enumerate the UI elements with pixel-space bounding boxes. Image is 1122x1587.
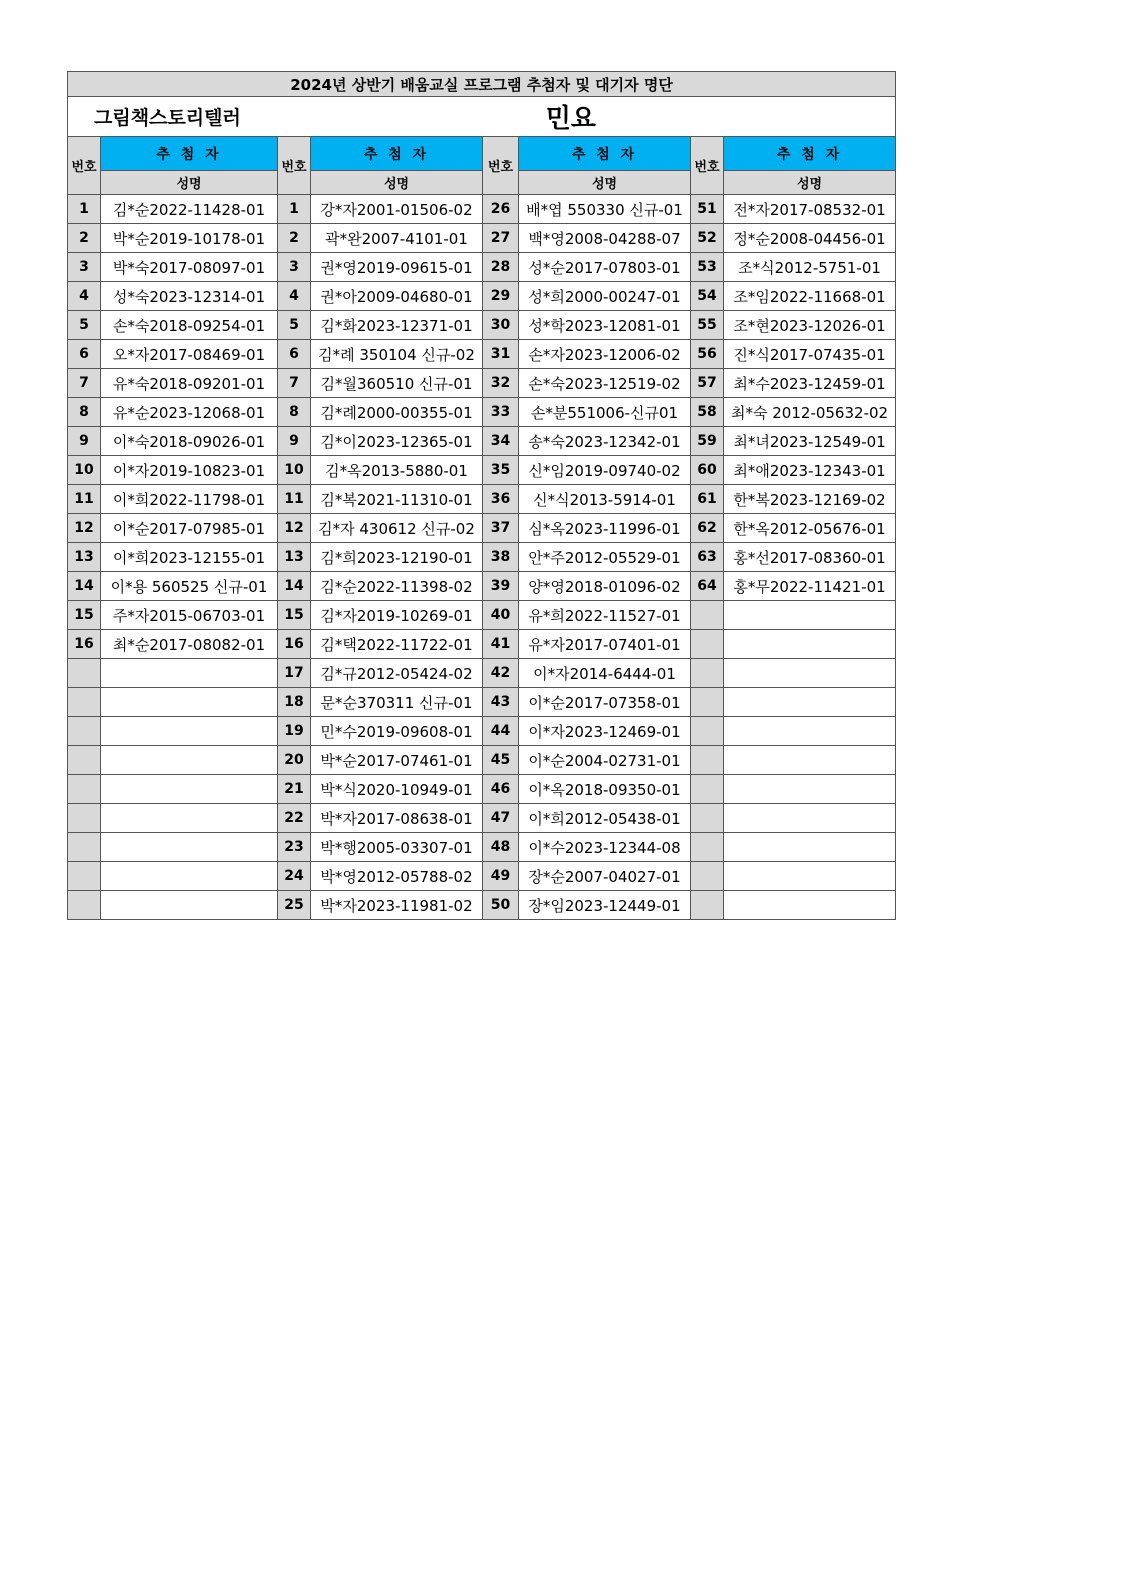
table-row <box>68 282 896 311</box>
person-entry: 김*복2021-11310-01 <box>311 485 483 514</box>
row-number: 5 <box>68 311 101 340</box>
number-header: 번호 <box>691 137 724 195</box>
person-entry: 이*용 560525 신규-01 <box>101 572 278 601</box>
person-entry: 김*희2023-12190-01 <box>311 543 483 572</box>
row-number: 48 <box>483 833 519 862</box>
row-number: 45 <box>483 746 519 775</box>
row-number: 64 <box>691 572 724 601</box>
person-entry: 이*자2019-10823-01 <box>101 456 278 485</box>
row-number <box>68 659 101 688</box>
person-entry: 최*녀2023-12549-01 <box>724 427 896 456</box>
person-entry <box>101 891 278 920</box>
person-entry: 박*영2012-05788-02 <box>311 862 483 891</box>
person-entry: 안*주2012-05529-01 <box>519 543 691 572</box>
person-entry: 최*애2023-12343-01 <box>724 456 896 485</box>
person-entry: 유*희2022-11527-01 <box>519 601 691 630</box>
table-row <box>68 862 896 891</box>
table-row <box>68 369 896 398</box>
person-entry: 권*아2009-04680-01 <box>311 282 483 311</box>
group-header: 추 첨 자 <box>724 137 896 171</box>
table-row <box>68 775 896 804</box>
row-number: 6 <box>68 340 101 369</box>
person-entry: 김*옥2013-5880-01 <box>311 456 483 485</box>
person-entry: 이*옥2018-09350-01 <box>519 775 691 804</box>
person-entry: 성*희2000-00247-01 <box>519 282 691 311</box>
row-number: 12 <box>68 514 101 543</box>
person-entry: 이*숙2018-09026-01 <box>101 427 278 456</box>
row-number: 62 <box>691 514 724 543</box>
person-entry: 손*숙2018-09254-01 <box>101 311 278 340</box>
table-row <box>68 456 896 485</box>
person-entry: 김*례2000-00355-01 <box>311 398 483 427</box>
row-number: 11 <box>68 485 101 514</box>
row-number <box>691 746 724 775</box>
table-row <box>68 485 896 514</box>
person-entry: 진*식2017-07435-01 <box>724 340 896 369</box>
person-entry: 배*엽 550330 신규-01 <box>519 195 691 224</box>
row-number: 56 <box>691 340 724 369</box>
person-entry <box>101 775 278 804</box>
row-number: 59 <box>691 427 724 456</box>
person-entry: 김*자 430612 신규-02 <box>311 514 483 543</box>
person-entry: 김*례 350104 신규-02 <box>311 340 483 369</box>
row-number <box>691 891 724 920</box>
person-entry: 손*자2023-12006-02 <box>519 340 691 369</box>
person-entry: 이*순2017-07985-01 <box>101 514 278 543</box>
program-name: 민요 <box>311 97 896 137</box>
row-number: 46 <box>483 775 519 804</box>
table-row <box>68 804 896 833</box>
row-number <box>68 862 101 891</box>
row-number: 43 <box>483 688 519 717</box>
person-entry: 곽*완2007-4101-01 <box>311 224 483 253</box>
table-row <box>68 572 896 601</box>
person-entry: 김*자2019-10269-01 <box>311 601 483 630</box>
person-entry: 심*옥2023-11996-01 <box>519 514 691 543</box>
table-row <box>68 253 896 282</box>
row-number <box>68 891 101 920</box>
person-entry: 민*수2019-09608-01 <box>311 717 483 746</box>
table-row <box>68 311 896 340</box>
row-number: 3 <box>278 253 311 282</box>
group-header: 추 첨 자 <box>519 137 691 171</box>
person-entry: 성*학2023-12081-01 <box>519 311 691 340</box>
table-row <box>68 630 896 659</box>
number-header: 번호 <box>278 137 311 195</box>
roster-table <box>67 71 896 920</box>
person-entry <box>724 630 896 659</box>
row-number: 11 <box>278 485 311 514</box>
row-number <box>691 659 724 688</box>
row-number: 3 <box>68 253 101 282</box>
person-entry <box>101 833 278 862</box>
person-entry: 양*영2018-01096-02 <box>519 572 691 601</box>
row-number: 13 <box>68 543 101 572</box>
row-number: 44 <box>483 717 519 746</box>
row-number: 23 <box>278 833 311 862</box>
row-number: 19 <box>278 717 311 746</box>
row-number <box>691 833 724 862</box>
row-number: 9 <box>278 427 311 456</box>
row-number: 30 <box>483 311 519 340</box>
person-entry <box>101 688 278 717</box>
person-entry: 유*순2023-12068-01 <box>101 398 278 427</box>
person-entry <box>101 804 278 833</box>
row-number: 29 <box>483 282 519 311</box>
person-entry <box>101 746 278 775</box>
table-row <box>68 224 896 253</box>
row-number: 51 <box>691 195 724 224</box>
person-entry: 주*자2015-06703-01 <box>101 601 278 630</box>
person-entry: 손*분551006-신규01 <box>519 398 691 427</box>
row-number <box>68 746 101 775</box>
table-row <box>68 659 896 688</box>
row-number: 18 <box>278 688 311 717</box>
person-entry: 손*숙2023-12519-02 <box>519 369 691 398</box>
person-entry: 전*자2017-08532-01 <box>724 195 896 224</box>
row-number: 1 <box>278 195 311 224</box>
name-header: 성명 <box>519 171 691 195</box>
table-row <box>68 601 896 630</box>
person-entry: 최*수2023-12459-01 <box>724 369 896 398</box>
row-number: 10 <box>278 456 311 485</box>
row-number: 32 <box>483 369 519 398</box>
row-number: 4 <box>68 282 101 311</box>
person-entry: 박*숙2017-08097-01 <box>101 253 278 282</box>
person-entry: 박*자2023-11981-02 <box>311 891 483 920</box>
person-entry: 신*임2019-09740-02 <box>519 456 691 485</box>
row-number: 50 <box>483 891 519 920</box>
row-number: 58 <box>691 398 724 427</box>
row-number: 7 <box>278 369 311 398</box>
row-number: 4 <box>278 282 311 311</box>
person-entry: 김*순2022-11428-01 <box>101 195 278 224</box>
person-entry: 정*순2008-04456-01 <box>724 224 896 253</box>
person-entry: 이*희2023-12155-01 <box>101 543 278 572</box>
row-number: 34 <box>483 427 519 456</box>
sheet-title: 2024년 상반기 배움교실 프로그램 추첨자 및 대기자 명단 <box>68 72 896 97</box>
person-entry: 홍*무2022-11421-01 <box>724 572 896 601</box>
row-number: 24 <box>278 862 311 891</box>
person-entry: 오*자2017-08469-01 <box>101 340 278 369</box>
person-entry: 최*숙 2012-05632-02 <box>724 398 896 427</box>
row-number: 39 <box>483 572 519 601</box>
row-number: 33 <box>483 398 519 427</box>
table-row <box>68 688 896 717</box>
person-entry: 김*규2012-05424-02 <box>311 659 483 688</box>
person-entry: 송*숙2023-12342-01 <box>519 427 691 456</box>
person-entry: 성*순2017-07803-01 <box>519 253 691 282</box>
table-row <box>68 195 896 224</box>
table-row <box>68 340 896 369</box>
row-number: 55 <box>691 311 724 340</box>
table-row <box>68 398 896 427</box>
group-header: 추 첨 자 <box>101 137 278 171</box>
table-row <box>68 746 896 775</box>
row-number: 7 <box>68 369 101 398</box>
row-number: 28 <box>483 253 519 282</box>
person-entry: 이*자2023-12469-01 <box>519 717 691 746</box>
row-number: 14 <box>278 572 311 601</box>
row-number: 61 <box>691 485 724 514</box>
row-number: 54 <box>691 282 724 311</box>
person-entry <box>724 862 896 891</box>
name-header: 성명 <box>311 171 483 195</box>
name-header: 성명 <box>724 171 896 195</box>
row-number: 15 <box>278 601 311 630</box>
name-header: 성명 <box>101 171 278 195</box>
person-entry <box>101 862 278 891</box>
row-number <box>691 775 724 804</box>
row-number: 12 <box>278 514 311 543</box>
row-number: 63 <box>691 543 724 572</box>
row-number: 16 <box>278 630 311 659</box>
person-entry: 한*옥2012-05676-01 <box>724 514 896 543</box>
table-row <box>68 514 896 543</box>
row-number: 20 <box>278 746 311 775</box>
row-number <box>691 804 724 833</box>
person-entry: 이*자2014-6444-01 <box>519 659 691 688</box>
row-number: 49 <box>483 862 519 891</box>
row-number: 6 <box>278 340 311 369</box>
row-number: 15 <box>68 601 101 630</box>
row-number: 13 <box>278 543 311 572</box>
row-number: 26 <box>483 195 519 224</box>
person-entry: 권*영2019-09615-01 <box>311 253 483 282</box>
row-number: 8 <box>278 398 311 427</box>
row-number <box>691 717 724 746</box>
person-entry: 장*임2023-12449-01 <box>519 891 691 920</box>
row-number: 16 <box>68 630 101 659</box>
person-entry: 이*희2022-11798-01 <box>101 485 278 514</box>
row-number: 14 <box>68 572 101 601</box>
number-header: 번호 <box>483 137 519 195</box>
row-number <box>68 804 101 833</box>
row-number <box>691 688 724 717</box>
row-number: 40 <box>483 601 519 630</box>
person-entry <box>724 775 896 804</box>
row-number <box>68 717 101 746</box>
row-number <box>68 833 101 862</box>
table-row <box>68 543 896 572</box>
row-number: 1 <box>68 195 101 224</box>
person-entry: 이*희2012-05438-01 <box>519 804 691 833</box>
person-entry: 박*식2020-10949-01 <box>311 775 483 804</box>
person-entry: 신*식2013-5914-01 <box>519 485 691 514</box>
person-entry <box>724 804 896 833</box>
row-number: 35 <box>483 456 519 485</box>
person-entry: 김*화2023-12371-01 <box>311 311 483 340</box>
row-number: 8 <box>68 398 101 427</box>
person-entry: 김*월360510 신규-01 <box>311 369 483 398</box>
table-row <box>68 891 896 920</box>
person-entry: 백*영2008-04288-07 <box>519 224 691 253</box>
row-number: 27 <box>483 224 519 253</box>
person-entry <box>724 891 896 920</box>
person-entry <box>101 659 278 688</box>
person-entry: 장*순2007-04027-01 <box>519 862 691 891</box>
row-number <box>68 775 101 804</box>
person-entry <box>724 717 896 746</box>
person-entry: 박*순2019-10178-01 <box>101 224 278 253</box>
row-number: 10 <box>68 456 101 485</box>
person-entry <box>101 717 278 746</box>
row-number: 47 <box>483 804 519 833</box>
row-number <box>691 630 724 659</box>
row-number: 22 <box>278 804 311 833</box>
person-entry: 이*순2017-07358-01 <box>519 688 691 717</box>
person-entry <box>724 688 896 717</box>
row-number: 2 <box>278 224 311 253</box>
row-number: 31 <box>483 340 519 369</box>
row-number: 21 <box>278 775 311 804</box>
person-entry: 최*순2017-08082-01 <box>101 630 278 659</box>
row-number: 57 <box>691 369 724 398</box>
table-row <box>68 427 896 456</box>
person-entry: 이*수2023-12344-08 <box>519 833 691 862</box>
person-entry: 김*택2022-11722-01 <box>311 630 483 659</box>
person-entry: 문*순370311 신규-01 <box>311 688 483 717</box>
person-entry: 박*순2017-07461-01 <box>311 746 483 775</box>
row-number: 41 <box>483 630 519 659</box>
person-entry: 박*행2005-03307-01 <box>311 833 483 862</box>
row-number: 9 <box>68 427 101 456</box>
person-entry: 성*숙2023-12314-01 <box>101 282 278 311</box>
person-entry: 유*자2017-07401-01 <box>519 630 691 659</box>
person-entry: 김*순2022-11398-02 <box>311 572 483 601</box>
row-number: 17 <box>278 659 311 688</box>
row-number <box>68 688 101 717</box>
row-number: 53 <box>691 253 724 282</box>
person-entry: 한*복2023-12169-02 <box>724 485 896 514</box>
row-number: 60 <box>691 456 724 485</box>
row-number: 52 <box>691 224 724 253</box>
person-entry: 조*임2022-11668-01 <box>724 282 896 311</box>
row-number: 5 <box>278 311 311 340</box>
row-number <box>691 862 724 891</box>
row-number: 2 <box>68 224 101 253</box>
person-entry: 김*이2023-12365-01 <box>311 427 483 456</box>
table-row <box>68 717 896 746</box>
category-label: 그림책스토리텔러 <box>68 97 311 137</box>
row-number: 37 <box>483 514 519 543</box>
person-entry: 강*자2001-01506-02 <box>311 195 483 224</box>
person-entry <box>724 746 896 775</box>
person-entry: 홍*선2017-08360-01 <box>724 543 896 572</box>
row-number: 25 <box>278 891 311 920</box>
row-number <box>691 601 724 630</box>
person-entry <box>724 833 896 862</box>
person-entry: 조*현2023-12026-01 <box>724 311 896 340</box>
person-entry: 유*숙2018-09201-01 <box>101 369 278 398</box>
person-entry: 이*순2004-02731-01 <box>519 746 691 775</box>
row-number: 38 <box>483 543 519 572</box>
person-entry <box>724 659 896 688</box>
row-number: 42 <box>483 659 519 688</box>
person-entry: 박*자2017-08638-01 <box>311 804 483 833</box>
person-entry: 조*식2012-5751-01 <box>724 253 896 282</box>
row-number: 36 <box>483 485 519 514</box>
person-entry <box>724 601 896 630</box>
table-row <box>68 833 896 862</box>
group-header: 추 첨 자 <box>311 137 483 171</box>
number-header: 번호 <box>68 137 101 195</box>
